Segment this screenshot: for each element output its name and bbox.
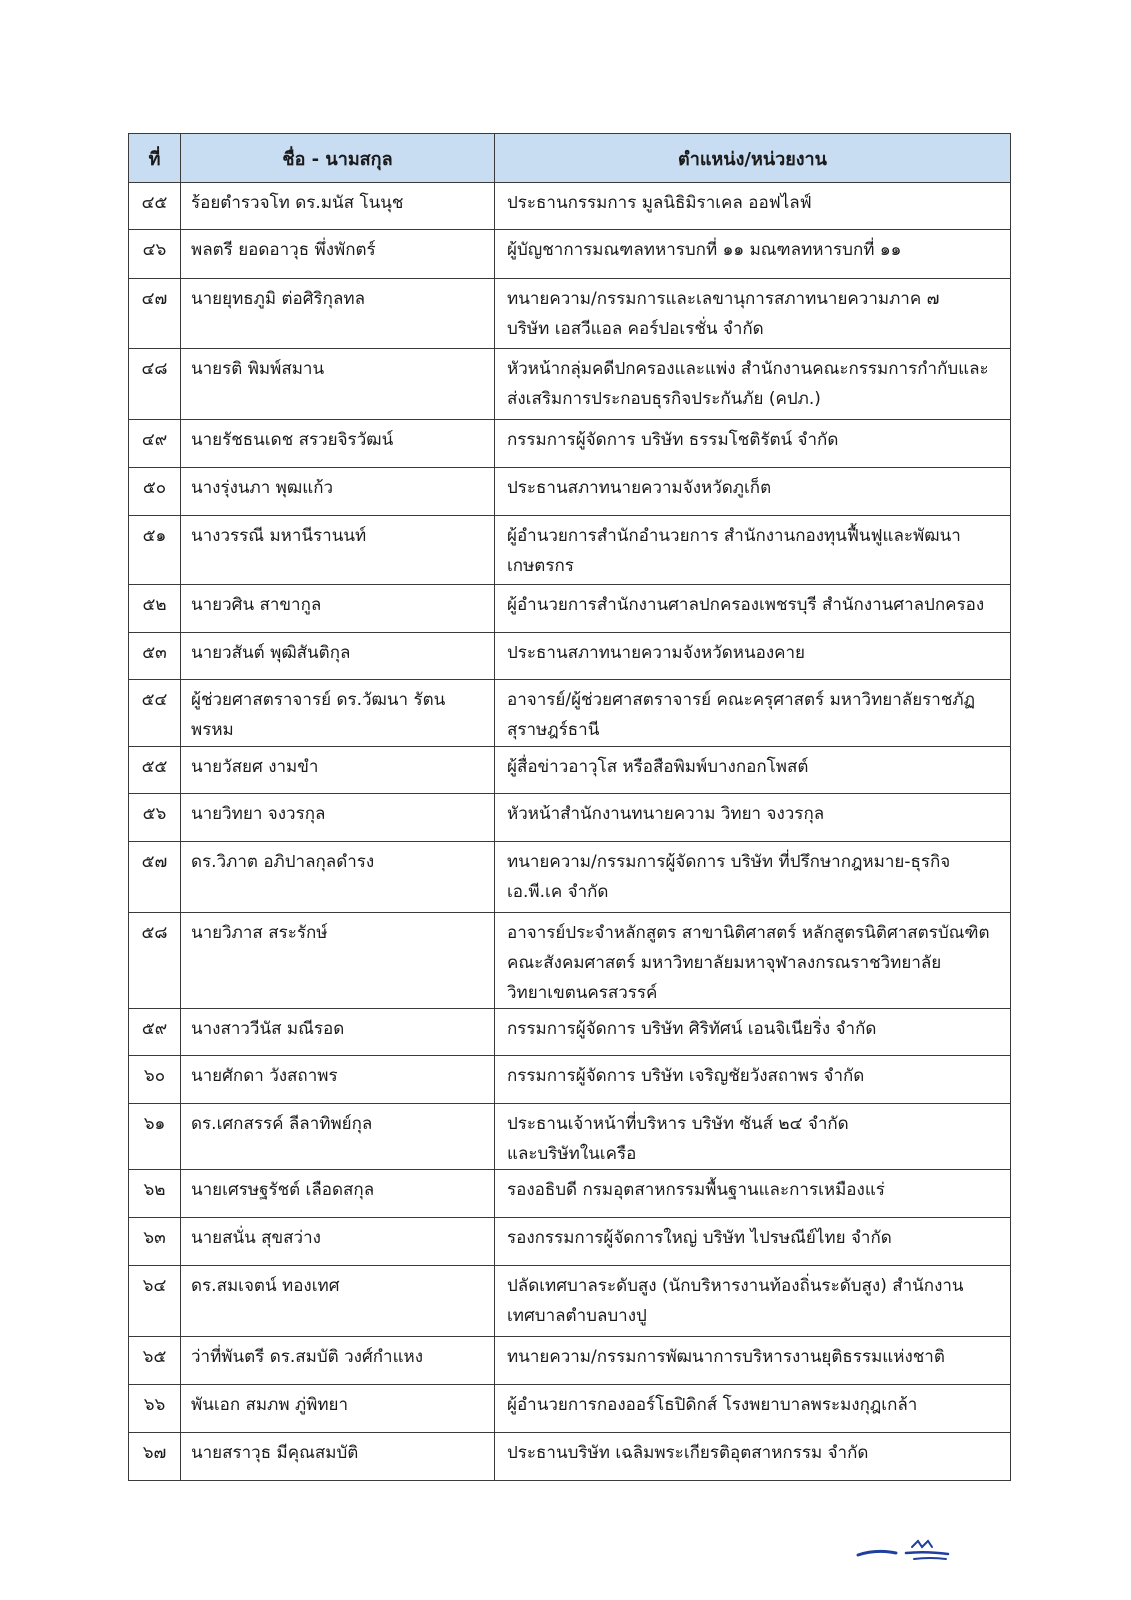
row-position bbox=[495, 1056, 1011, 1104]
position-line: อาจารย์/ผู้ช่วยศาสตราจารย์ คณะครุศาสตร์ มหาวิทยาลัยราชภัฏ bbox=[507, 690, 976, 710]
row-position bbox=[495, 1009, 1011, 1056]
row-position bbox=[495, 633, 1011, 680]
row-name: นายยุทธภูมิ ต่อศิริกุลทล bbox=[181, 279, 495, 349]
position-line: รองอธิบดี กรมอุตสาหกรรมพื้นฐานและการเหมืองแร่ bbox=[507, 1180, 885, 1200]
table-row bbox=[129, 516, 1011, 585]
row-position bbox=[495, 1104, 1011, 1170]
position-line: อาจารย์ประจำหลักสูตร สาขานิติศาสตร์ หลักสูตรนิติศาสตรบัณฑิต bbox=[507, 923, 990, 943]
row-number: ๔๕ bbox=[129, 183, 181, 230]
row-position bbox=[495, 1337, 1011, 1385]
row-position bbox=[495, 1266, 1011, 1337]
row-name: ร้อยตำรวจโท ดร.มนัส โนนุช bbox=[181, 183, 495, 230]
header-position: ตำแหน่ง/หน่วยงาน bbox=[495, 134, 1011, 183]
position-line: ทนายความ/กรรมการพัฒนาการบริหารงานยุติธรรมแห่งชาติ bbox=[507, 1347, 945, 1367]
position-line: ส่งเสริมการประกอบธุรกิจประกันภัย (คปภ.) bbox=[507, 389, 821, 409]
table-row bbox=[129, 747, 1011, 794]
row-name: นายสนั่น สุขสว่าง bbox=[181, 1218, 495, 1266]
row-number: ๕๑ bbox=[129, 516, 181, 585]
row-name: นายรติ พิมพ์สมาน bbox=[181, 349, 495, 420]
row-name: นายรัชธนเดช สรวยจิรวัฒน์ bbox=[181, 420, 495, 468]
table-row bbox=[129, 1266, 1011, 1337]
row-number: ๕๔ bbox=[129, 680, 181, 747]
position-line: กรรมการผู้จัดการ บริษัท ศิริทัศน์ เอนจิเนียริ่ง จำกัด bbox=[507, 1019, 877, 1039]
position-line: ผู้อำนวยการสำนักอำนวยการ สำนักงานกองทุนฟื้นฟูและพัฒนา bbox=[507, 526, 961, 546]
row-position bbox=[495, 842, 1011, 913]
row-number: ๕๕ bbox=[129, 747, 181, 794]
table-row bbox=[129, 230, 1011, 279]
row-name: นางวรรณี มหานีรานนท์ bbox=[181, 516, 495, 585]
row-position bbox=[495, 420, 1011, 468]
position-line: ผู้บัญชาการมณฑลทหารบกที่ ๑๑ มณฑลทหารบกที่ ๑๑ bbox=[507, 240, 902, 260]
table-row bbox=[129, 183, 1011, 230]
row-name: ผู้ช่วยศาสตราจารย์ ดร.วัฒนา รัตนพรหม bbox=[181, 680, 495, 747]
position-line: ประธานกรรมการ มูลนิธิมิราเคล ออฟไลฟ์ bbox=[507, 193, 812, 213]
row-name: นายวศิน สาขากูล bbox=[181, 585, 495, 633]
position-line: ทนายความ/กรรมการผู้จัดการ บริษัท ที่ปรึกษากฎหมาย-ธุรกิจ bbox=[507, 852, 951, 872]
row-name: นางรุ่งนภา พุฒแก้ว bbox=[181, 468, 495, 516]
position-line: ทนายความ/กรรมการและเลขานุการสภาทนายความภาค ๗ bbox=[507, 289, 940, 309]
position-line: เทศบาลตำบลบางปู bbox=[507, 1306, 647, 1326]
row-number: ๔๘ bbox=[129, 349, 181, 420]
table-row bbox=[129, 585, 1011, 633]
row-position bbox=[495, 747, 1011, 794]
table-row bbox=[129, 1104, 1011, 1170]
row-number: ๕๘ bbox=[129, 913, 181, 1009]
table-row bbox=[129, 633, 1011, 680]
member-list-table bbox=[128, 133, 1011, 1481]
row-position bbox=[495, 1218, 1011, 1266]
table-header-row bbox=[129, 134, 1011, 183]
position-line: สุราษฎร์ธานี bbox=[507, 720, 600, 740]
table-row bbox=[129, 1170, 1011, 1218]
row-name: ดร.สมเจตน์ ทองเทศ bbox=[181, 1266, 495, 1337]
row-number: ๕๙ bbox=[129, 1009, 181, 1056]
header-number: ที่ bbox=[129, 134, 181, 183]
table-body bbox=[129, 183, 1011, 1481]
row-position bbox=[495, 230, 1011, 279]
row-number: ๖๐ bbox=[129, 1056, 181, 1104]
table-row bbox=[129, 279, 1011, 349]
table-row bbox=[129, 842, 1011, 913]
row-number: ๔๗ bbox=[129, 279, 181, 349]
row-number: ๖๖ bbox=[129, 1385, 181, 1433]
position-line: เกษตรกร bbox=[507, 556, 574, 576]
position-line: กรรมการผู้จัดการ บริษัท เจริญชัยวังสถาพร จำกัด bbox=[507, 1066, 865, 1086]
row-name: นายสราวุธ มีคุณสมบัติ bbox=[181, 1433, 495, 1481]
row-name: นางสาววีนัส มณีรอด bbox=[181, 1009, 495, 1056]
row-position bbox=[495, 279, 1011, 349]
row-name: ดร.วิภาต อภิปาลกุลดำรง bbox=[181, 842, 495, 913]
row-number: ๖๑ bbox=[129, 1104, 181, 1170]
position-line: ปลัดเทศบาลระดับสูง (นักบริหารงานท้องถิ่นระดับสูง) สำนักงาน bbox=[507, 1276, 964, 1296]
position-line: เอ.พี.เค จำกัด bbox=[507, 882, 609, 902]
row-number: ๖๕ bbox=[129, 1337, 181, 1385]
table-row bbox=[129, 1009, 1011, 1056]
row-number: ๖๗ bbox=[129, 1433, 181, 1481]
table-row bbox=[129, 794, 1011, 842]
position-line: รองกรรมการผู้จัดการใหญ่ บริษัท ไปรษณีย์ไทย จำกัด bbox=[507, 1228, 892, 1248]
position-line: ผู้อำนวยการสำนักงานศาลปกครองเพชรบุรี สำนักงานศาลปกครอง bbox=[507, 595, 985, 615]
position-line: หัวหน้ากลุ่มคดีปกครองและแพ่ง สำนักงานคณะกรรมการกำกับและ bbox=[507, 359, 989, 379]
position-line: วิทยาเขตนครสวรรค์ bbox=[507, 983, 658, 1003]
position-line: ประธานสภาทนายความจังหวัดหนองคาย bbox=[507, 643, 805, 663]
header-name: ชื่อ - นามสกุล bbox=[181, 134, 495, 183]
row-position bbox=[495, 1385, 1011, 1433]
row-number: ๖๓ bbox=[129, 1218, 181, 1266]
row-position bbox=[495, 516, 1011, 585]
position-line: หัวหน้าสำนักงานทนายความ วิทยา จงวรกุล bbox=[507, 804, 825, 824]
row-position bbox=[495, 585, 1011, 633]
position-line: ประธานบริษัท เฉลิมพระเกียรติอุตสาหกรรม จำกัด bbox=[507, 1443, 869, 1463]
row-position bbox=[495, 1170, 1011, 1218]
row-number: ๔๖ bbox=[129, 230, 181, 279]
table-row bbox=[129, 1337, 1011, 1385]
table-row bbox=[129, 1218, 1011, 1266]
table-row bbox=[129, 1385, 1011, 1433]
position-line: ประธานสภาทนายความจังหวัดภูเก็ต bbox=[507, 478, 772, 498]
position-line: กรรมการผู้จัดการ บริษัท ธรรมโชติรัตน์ จำกัด bbox=[507, 430, 839, 450]
position-line: ประธานเจ้าหน้าที่บริหาร บริษัท ซันส์ ๒๔ จำกัด bbox=[507, 1114, 849, 1134]
table-row bbox=[129, 468, 1011, 516]
row-name: พันเอก สมภพ ภู่พิทยา bbox=[181, 1385, 495, 1433]
table-row bbox=[129, 1433, 1011, 1481]
row-number: ๔๙ bbox=[129, 420, 181, 468]
row-number: ๕๖ bbox=[129, 794, 181, 842]
position-line: ผู้สื่อข่าวอาวุโส หรือสือพิมพ์บางกอกโพสต์ bbox=[507, 757, 809, 777]
row-name: นายเศรษฐรัชต์ เลือดสกุล bbox=[181, 1170, 495, 1218]
row-name: นายวิภาส สระรักษ์ bbox=[181, 913, 495, 1009]
row-number: ๕๐ bbox=[129, 468, 181, 516]
table-row bbox=[129, 913, 1011, 1009]
row-name: นายวัสยศ งามขำ bbox=[181, 747, 495, 794]
table-row bbox=[129, 1056, 1011, 1104]
position-line: ผู้อำนวยการกองออร์โธปิดิกส์ โรงพยาบาลพระมงกุฎเกล้า bbox=[507, 1395, 918, 1415]
row-name: นายวิทยา จงวรกุล bbox=[181, 794, 495, 842]
table-row bbox=[129, 349, 1011, 420]
row-name: ดร.เศกสรรค์ ลีลาทิพย์กุล bbox=[181, 1104, 495, 1170]
row-number: ๕๓ bbox=[129, 633, 181, 680]
row-number: ๖๔ bbox=[129, 1266, 181, 1337]
position-line: คณะสังคมศาสตร์ มหาวิทยาลัยมหาจุฬาลงกรณราชวิทยาลัย bbox=[507, 953, 942, 973]
position-line: และบริษัทในเครือ bbox=[507, 1144, 637, 1164]
handwritten-initials bbox=[856, 1535, 956, 1565]
row-name: ว่าที่พันตรี ดร.สมบัติ วงศ์กำแหง bbox=[181, 1337, 495, 1385]
row-number: ๕๗ bbox=[129, 842, 181, 913]
row-position bbox=[495, 794, 1011, 842]
row-position bbox=[495, 913, 1011, 1009]
row-number: ๖๒ bbox=[129, 1170, 181, 1218]
row-name: นายวสันต์ พุฒิสันติกุล bbox=[181, 633, 495, 680]
row-position bbox=[495, 1433, 1011, 1481]
row-position bbox=[495, 468, 1011, 516]
row-position bbox=[495, 183, 1011, 230]
row-number: ๕๒ bbox=[129, 585, 181, 633]
position-line: บริษัท เอสวีแอล คอร์ปอเรชั่น จำกัด bbox=[507, 319, 764, 339]
table-row bbox=[129, 420, 1011, 468]
row-name: นายศักดา วังสถาพร bbox=[181, 1056, 495, 1104]
table-row bbox=[129, 680, 1011, 747]
row-name: พลตรี ยอดอาวุธ พึ่งพักตร์ bbox=[181, 230, 495, 279]
row-position bbox=[495, 680, 1011, 747]
row-position bbox=[495, 349, 1011, 420]
